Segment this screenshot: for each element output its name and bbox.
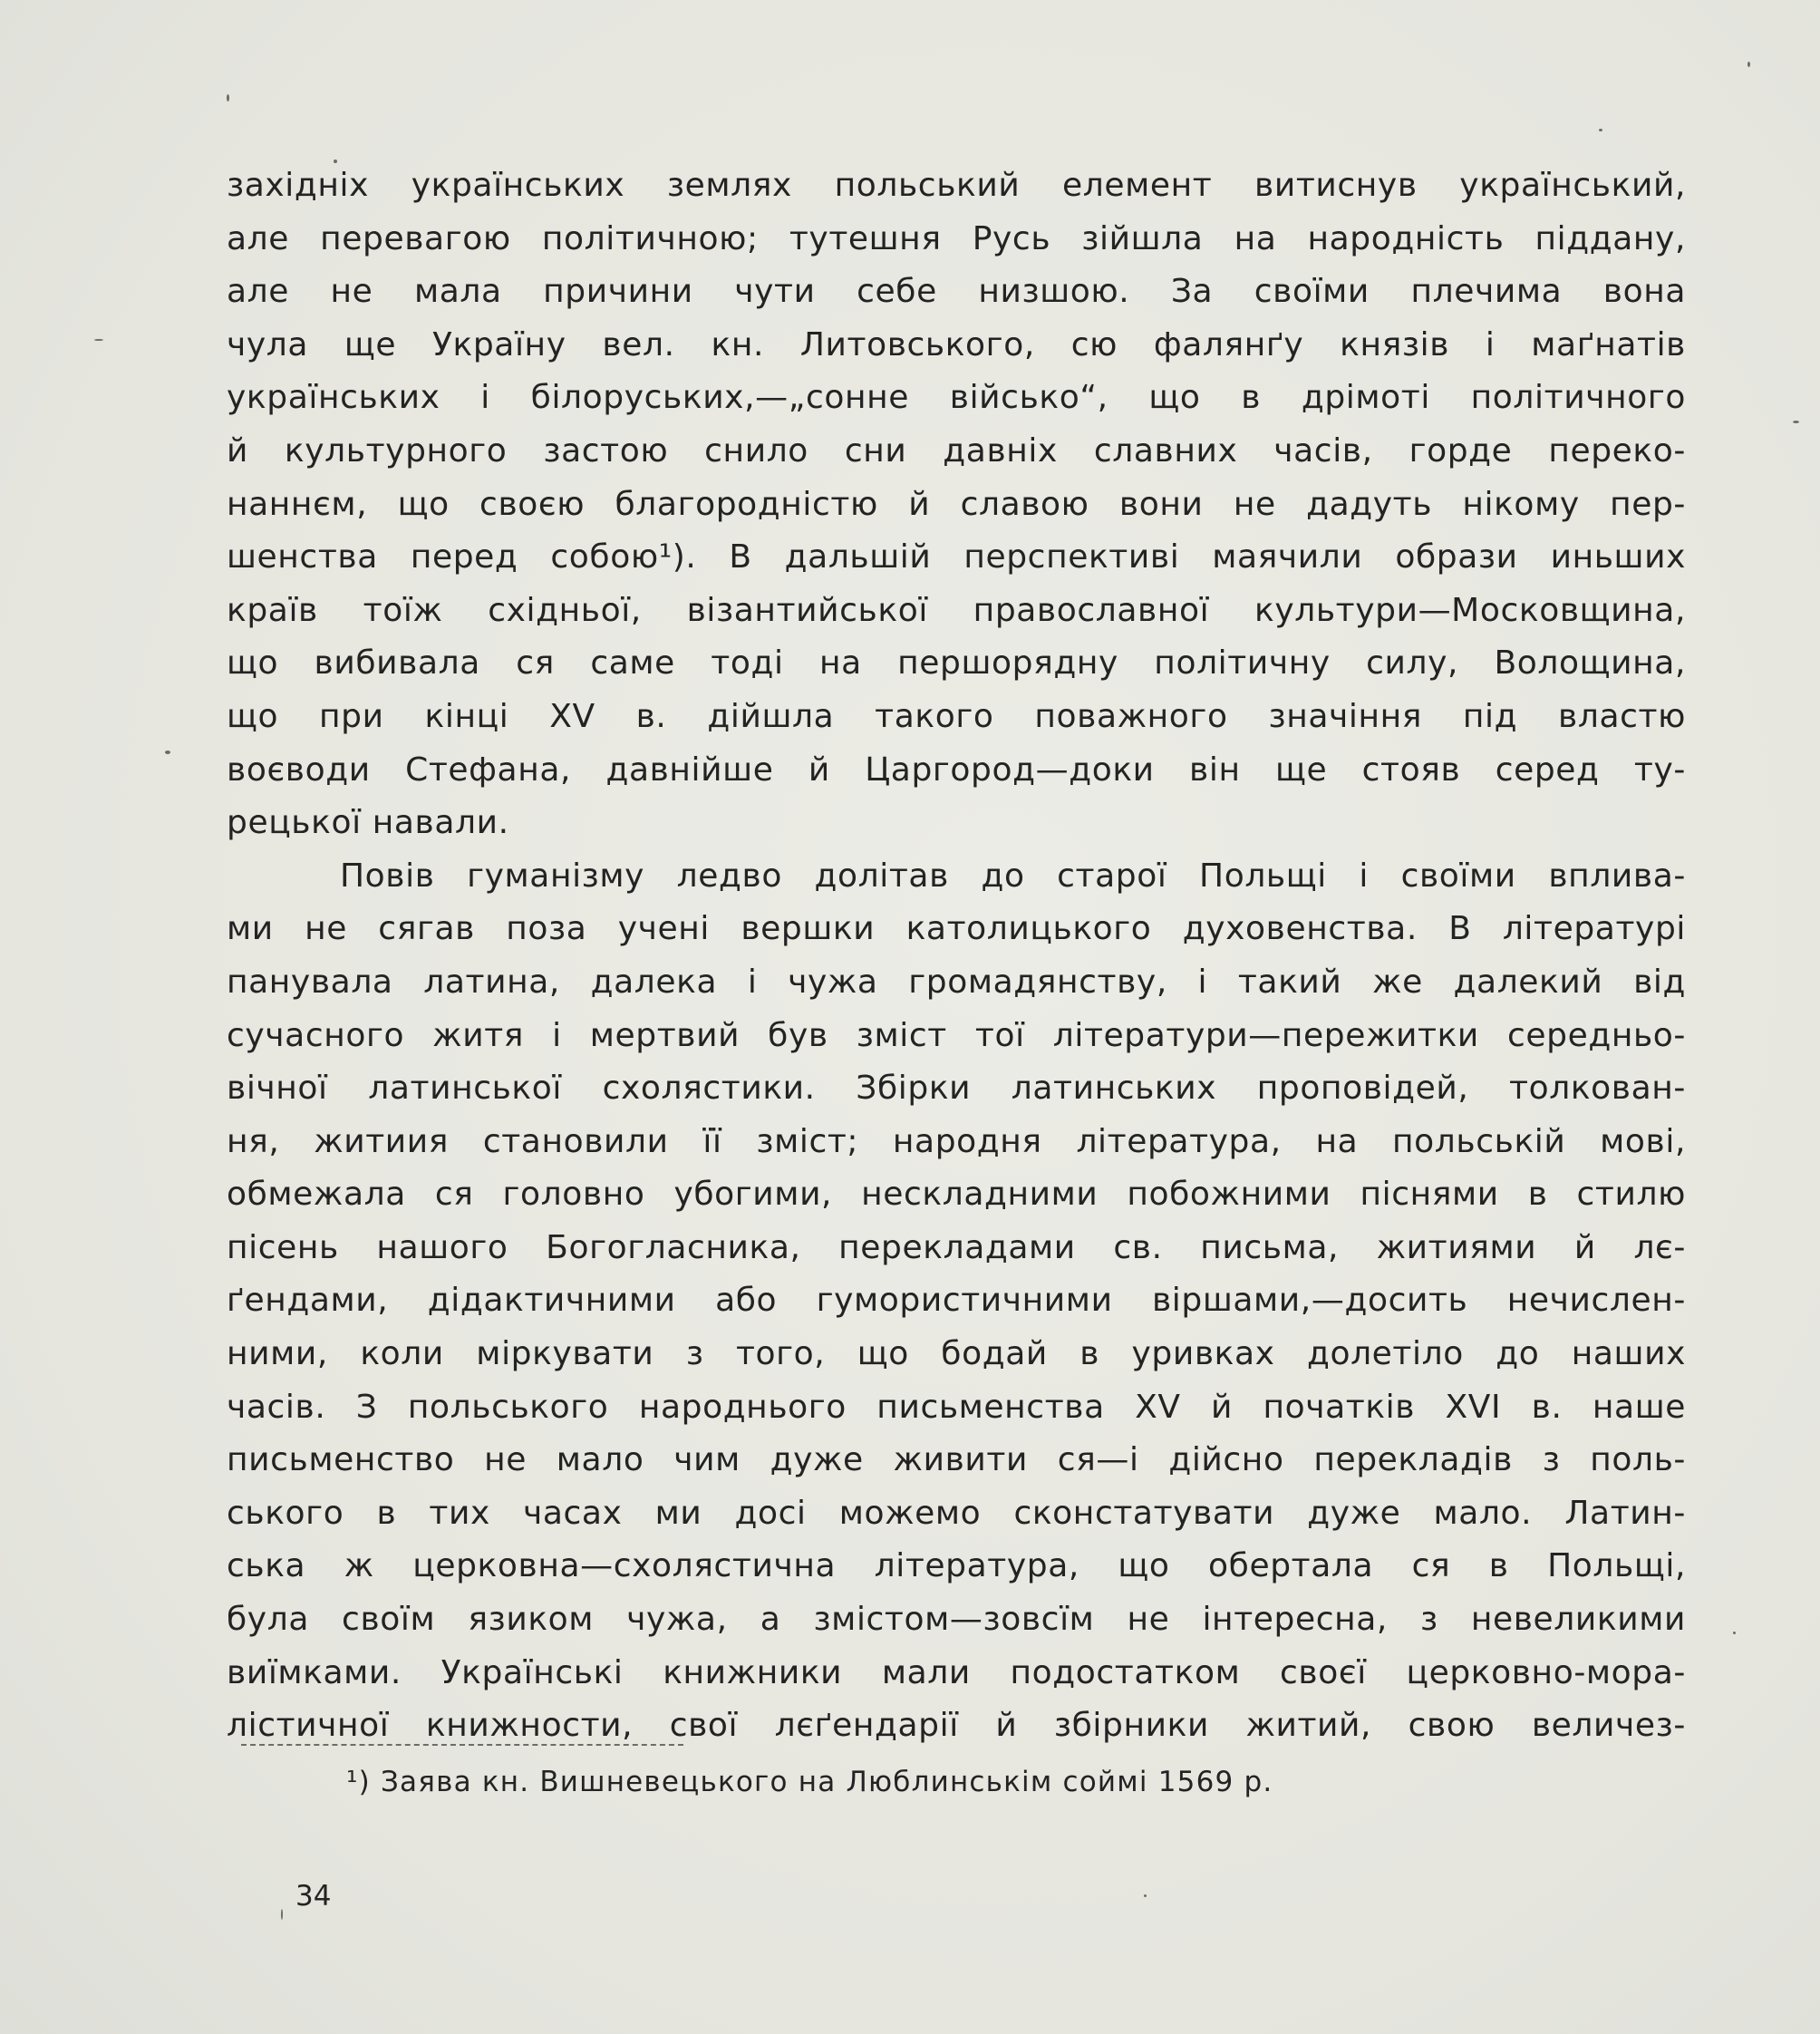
text-line: лістичної книжности, свої лєґендарії й збірники житий, свою величез-	[227, 1707, 1686, 1745]
text-line: ська ж церковна—схолястична література, що обертала ся в Польщі,	[227, 1547, 1686, 1585]
scan-speck	[227, 94, 229, 102]
text-line: й культурного застою снило сни давніх славних часів, горде переко-	[227, 431, 1686, 470]
scan-speck	[334, 160, 337, 163]
text-line: ми не сягав поза учені вершки католицького духовенства. В літературі	[227, 910, 1686, 948]
scan-speck	[281, 1909, 283, 1920]
footnote-divider	[241, 1744, 683, 1746]
text-line: сучасного житя і мертвий був зміст тої літератури—пережитки середньо-	[227, 1016, 1686, 1054]
text-line: українських і білоруських,—„сонне військо“, що в дрімоті політичного	[227, 379, 1686, 417]
text-line: часів. З польського народнього письменства XV й початків XVI в. наше	[227, 1388, 1686, 1426]
text-line: пісень нашого Богогласника, перекладами св. письма, житиями й лє-	[227, 1228, 1686, 1266]
text-line: чула ще Україну вел. кн. Литовського, сю фалянґу князів і маґнатів	[227, 325, 1686, 363]
scan-speck	[94, 339, 103, 341]
text-line: що вибивала ся саме тоді на першорядну політичну силу, Волощина,	[227, 644, 1686, 683]
scan-speck	[1747, 62, 1750, 67]
scan-speck	[1599, 129, 1602, 131]
footnote: ¹) Заява кн. Вишневецького на Люблинськім соймі 1569 р.	[346, 1766, 1273, 1798]
page-number: 34	[295, 1880, 332, 1913]
text-line: обмежала ся головно убогими, нескладними побожними піснями в стилю	[227, 1176, 1686, 1214]
text-line: але перевагою політичною; тутешня Русь зійшла на народність піддану,	[227, 219, 1686, 257]
scan-speck	[1144, 1894, 1147, 1897]
text-line: наннєм, що своєю благородністю й славою вони не дадуть нікому пер-	[227, 485, 1686, 523]
text-line: західніх українських землях польський елемент витиснув український,	[227, 167, 1686, 204]
text-line: але не мала причини чути себе низшою. За своїми плечима вона	[227, 273, 1686, 311]
text-line: письменство не мало чим дуже живити ся—і дійсно перекладів з поль-	[227, 1441, 1686, 1479]
text-line: шенства перед собою¹). В дальшій перспективі маячили образи иньших	[227, 538, 1686, 576]
text-line: була своїм язиком чужа, а змістом—зовсїм не інтересна, з невеликими	[227, 1601, 1686, 1639]
scan-speck	[1733, 1632, 1736, 1634]
text-line-paragraph-start: Повів гуманізму ледво долітав до старої Польщі і своїми вплива-	[340, 857, 1686, 895]
text-line-paragraph-end: рецької навали.	[227, 804, 509, 842]
text-line: ґендами, дідактичними або гумористичними віршами,—досить нечислен-	[227, 1282, 1686, 1320]
text-line: що при кінці XV в. дійшла такого поважного значіння під властю	[227, 697, 1686, 735]
text-line: воєводи Стефана, давнійше й Царгород—доки він ще стояв серед ту-	[227, 751, 1686, 789]
scan-speck	[1793, 421, 1799, 423]
text-line: панувала латина, далека і чужа громадянству, і такий же далекий від	[227, 963, 1686, 1001]
text-line: виїмками. Українські книжники мали подостатком своєї церковно-мора-	[227, 1653, 1686, 1691]
text-line: ними, коли міркувати з того, що бодай в уривках долетіло до наших	[227, 1335, 1686, 1373]
text-line: ня, житиия становили її зміст; народня література, на польській мові,	[227, 1122, 1686, 1160]
text-line: ського в тих часах ми досі можемо сконстатувати дуже мало. Латин-	[227, 1494, 1686, 1532]
body-text	[227, 160, 1686, 1753]
scan-speck	[165, 751, 170, 754]
text-line: країв тоїж східньої, візантийської православної культури—Московщина,	[227, 591, 1686, 629]
text-line: вічної латинської схолястики. Збірки латинських проповідей, толкован-	[227, 1070, 1686, 1108]
